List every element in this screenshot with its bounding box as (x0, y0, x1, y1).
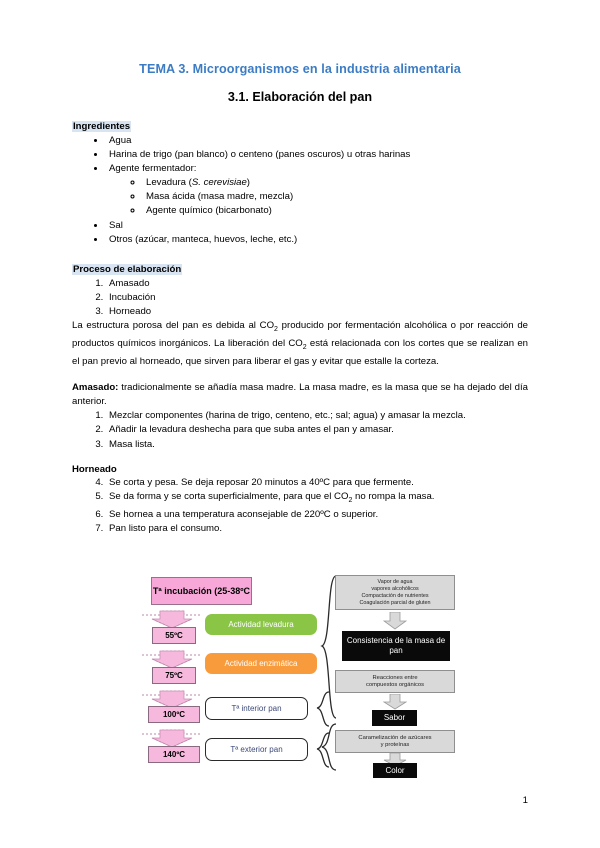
grey-box-reacciones (335, 670, 455, 693)
list-item: • Otros (azúcar, manteca, huevos, leche, etc.) (106, 233, 528, 247)
grey-arrow-2 (383, 694, 407, 710)
list-item: • Harina de trigo (pan blanco) o centeno (panes oscuros) u otras harinas (106, 148, 528, 162)
subscript: 2 (302, 343, 307, 351)
amasado-label: Amasado: (72, 382, 119, 394)
grey-line: Vapor de agua (377, 578, 413, 585)
pill-actividad-enzimatica: Actividad enzimática (205, 653, 317, 674)
temp-box-55: 55ºC (152, 627, 196, 644)
subscript: 2 (348, 496, 353, 504)
temp-box-incubacion: Tª incubación (25-38ºC (151, 577, 252, 605)
ingredientes-sublist (109, 176, 528, 218)
list-item: ◦ Agente químico (bicarbonato) (143, 204, 528, 218)
black-box-consistencia: Consistencia de la masa de pan (342, 631, 450, 661)
grey-line: Compactación de nutrientes (361, 592, 429, 599)
grey-box-caramelizacion (335, 730, 455, 753)
para-part-3: está relacionada con los cortes que se realizan en el pan previo al horneado, que sirven para liberar el gas y evitar que estalle la corteza. (72, 338, 528, 368)
temp-box-100: 100ºC (148, 706, 200, 723)
ingredientes-list (72, 134, 528, 247)
section-horneado (72, 464, 528, 536)
list-item: ◦ Masa ácida (masa madre, mezcla) (143, 190, 528, 204)
paragraph-amasado (72, 381, 528, 409)
list-item: 1. Amasado (106, 277, 528, 291)
list-item: 2. Incubación (106, 291, 528, 305)
amasado-intro: tradicionalmente se añadía masa madre. La masa madre, es la masa que se ha dejado del día anterior. (72, 382, 528, 408)
horneado-list (72, 476, 528, 536)
list-item-label: Agente fermentador: (109, 163, 197, 175)
grey-line: Caramelización de azúcares (358, 734, 432, 741)
grey-line: compuestos orgánicos (366, 681, 424, 688)
bread-baking-diagram (72, 572, 528, 777)
pill-actividad-levadura: Actividad levadura (205, 614, 317, 635)
list-item: • Agua (106, 134, 528, 148)
list-item: 7. Pan listo para el consumo. (106, 522, 528, 536)
sub-pre: Levadura ( (146, 177, 192, 189)
paragraph-estructura-porosa (72, 319, 528, 369)
grey-line: vapores alcohólicos (371, 585, 419, 592)
list-item: • Sal (106, 219, 528, 233)
page-number: 1 (522, 795, 528, 806)
section-proceso (72, 259, 528, 369)
proceso-list (72, 277, 528, 319)
list-item: 1. Mezclar componentes (harina de trigo, centeno, etc.; sal; agua) y amasar la mezcla. (106, 409, 528, 423)
list-item (143, 176, 528, 190)
black-box-sabor: Sabor (372, 710, 417, 726)
grey-arrow-1 (383, 612, 407, 630)
grey-line: Reacciones entre (372, 674, 418, 681)
heading-proceso: Proceso de elaboración (73, 263, 182, 275)
section-amasado (72, 381, 528, 451)
list-item (106, 162, 528, 218)
page-title: TEMA 3. Microorganismos en la industria alimentaria (139, 62, 461, 76)
list-item: 2. Añadir la levadura deshecha para que suba antes el pan y amasar. (106, 423, 528, 437)
temp-box-75: 75ºC (152, 667, 196, 684)
grey-line: y proteínas (380, 741, 410, 748)
para-part-2: producido por fermentación alcohólica o por reacción de productos químicos inorgánicos. La liberación del CO (72, 320, 528, 350)
temp-box-140: 140ºC (148, 746, 200, 763)
list-item: 3. Masa lista. (106, 438, 528, 452)
list-item (106, 490, 528, 508)
list-item: 3. Horneado (106, 305, 528, 319)
grey-box-vapores (335, 575, 455, 610)
section-ingredientes (72, 116, 528, 247)
amasado-list (72, 409, 528, 451)
subscript: 2 (274, 325, 278, 333)
grey-line: Coagulación parcial de gluten (359, 599, 431, 606)
document-content (72, 62, 528, 536)
black-box-color: Color (373, 763, 417, 778)
step-part-1: Se da forma y se corta superficialmente, para que el CO (109, 490, 349, 502)
list-item: 6. Se hornea a una temperatura aconsejable de 220ºC o superior. (106, 508, 528, 522)
step-part-2: no rompa la masa. (352, 490, 435, 502)
box-temp-exterior-pan: Tª exterior pan (205, 738, 308, 761)
page-subtitle: 3.1. Elaboración del pan (227, 90, 373, 104)
sub-post: ) (246, 177, 250, 189)
heading-horneado: Horneado (72, 463, 117, 475)
box-temp-interior-pan: Tª interior pan (205, 697, 308, 720)
species-name: S. cerevisiae (191, 177, 247, 189)
heading-ingredientes: Ingredientes (73, 121, 131, 132)
list-item: 4. Se corta y pesa. Se deja reposar 20 minutos a 40ºC para que fermente. (106, 476, 528, 490)
para-part-1: La estructura porosa del pan es debida al CO (72, 320, 275, 332)
